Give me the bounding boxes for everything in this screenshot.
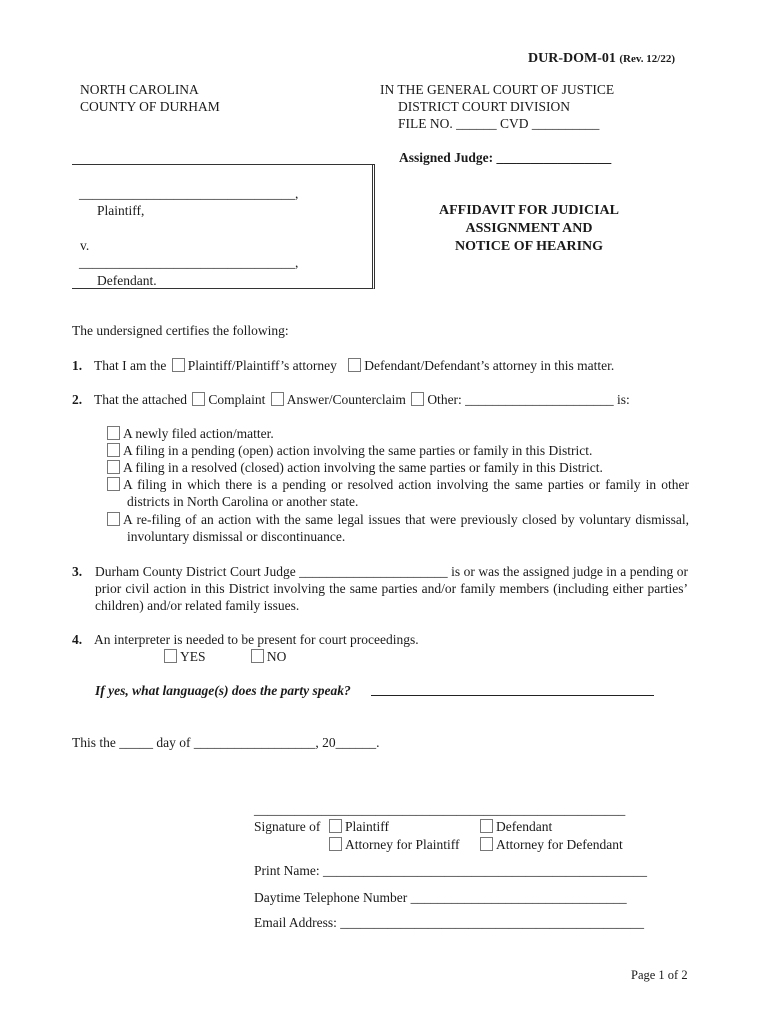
interpreter-options <box>162 648 286 665</box>
court-line-2: DISTRICT COURT DIVISION <box>398 99 570 114</box>
complaint-checkbox[interactable] <box>192 392 205 406</box>
assigned-judge-field[interactable]: Assigned Judge: _________________ <box>399 150 612 165</box>
answer-counterclaim-label: Answer/Counterclaim <box>286 392 406 407</box>
print-name-field[interactable]: Print Name: ________________________________________________ <box>254 863 647 878</box>
choice-row-4 <box>107 476 689 510</box>
phone-field[interactable]: Daytime Telephone Number ________________________________ <box>254 890 627 905</box>
complaint-label: Complaint <box>208 392 266 407</box>
title-line-3: NOTICE OF HEARING <box>454 239 604 254</box>
sig-defendant-label: Defendant <box>496 819 553 834</box>
choice-2-label: A filing in a pending (open) action involving the same parties or family in this District. <box>123 443 593 458</box>
signature-label: Signature of <box>254 819 321 834</box>
choice-row-3 <box>107 459 689 476</box>
item-2-prefix: That the attached <box>94 392 187 407</box>
sig-atty-plaintiff-option <box>327 836 459 853</box>
item-3-text: Durham County District Court Judge ______________________ is or was the assigned judge in a pending or prior civil action in this District involving the same parties and/or family members (including either parties’ children) and/or related family issues. <box>95 564 688 613</box>
other-checkbox[interactable] <box>411 392 424 406</box>
intro-text: The undersigned certifies the following: <box>72 323 289 338</box>
plaintiff-label: Plaintiff, <box>97 203 145 218</box>
date-line[interactable]: This the _____ day of __________________, 20______. <box>72 735 380 750</box>
sig-atty-plaintiff-label: Attorney for Plaintiff <box>345 837 460 852</box>
page-number: Page 1 of 2 <box>631 968 688 982</box>
sig-atty-plaintiff-checkbox[interactable] <box>329 837 342 851</box>
item-1-prefix: That I am the <box>94 358 167 373</box>
item-4-text: An interpreter is needed to be present for court proceedings. <box>94 632 419 647</box>
item-3 <box>72 563 688 614</box>
title-line-1: AFFIDAVIT FOR JUDICIAL <box>439 203 619 218</box>
plaintiff-attorney-checkbox[interactable] <box>172 358 185 372</box>
state-line: NORTH CAROLINA <box>80 82 199 97</box>
title-line-2: ASSIGNMENT AND <box>465 221 593 236</box>
language-question: If yes, what language(s) does the party speak? <box>95 683 351 698</box>
choice-1-label: A newly filed action/matter. <box>123 426 274 441</box>
item-4 <box>72 631 419 648</box>
sig-atty-defendant-checkbox[interactable] <box>480 837 493 851</box>
sig-atty-defendant-label: Attorney for Defendant <box>496 837 623 852</box>
interpreter-no-checkbox[interactable] <box>251 649 264 663</box>
sig-atty-defendant-option <box>478 836 623 853</box>
item-1-number: 1. <box>72 358 83 373</box>
plaintiff-name-field[interactable]: ________________________________, <box>79 186 299 201</box>
signature-row-1 <box>254 818 320 835</box>
choice-row-1 <box>107 425 689 442</box>
choice-5-checkbox[interactable] <box>107 512 120 526</box>
other-label[interactable]: Other: ______________________ is: <box>427 392 630 407</box>
file-number-field[interactable]: FILE NO. ______ CVD __________ <box>398 116 600 131</box>
choice-4-checkbox[interactable] <box>107 477 120 491</box>
signature-line[interactable]: _______________________________________________________ <box>254 802 626 817</box>
interpreter-no-label: NO <box>266 649 287 664</box>
defendant-attorney-label: Defendant/Defendant’s attorney in this matter. <box>364 358 615 373</box>
sig-defendant-checkbox[interactable] <box>480 819 493 833</box>
plaintiff-attorney-label: Plaintiff/Plaintiff’s attorney <box>187 358 337 373</box>
form-revision: (Rev. 12/22) <box>619 53 675 65</box>
item-2 <box>72 391 630 408</box>
choice-row-5 <box>107 511 689 545</box>
choice-4-label: A filing in which there is a pending or resolved action involving the same parties or family in other districts in North Carolina or another state. <box>123 477 689 509</box>
county-line: COUNTY OF DURHAM <box>80 99 220 114</box>
court-line-1: IN THE GENERAL COURT OF JUSTICE <box>380 82 615 97</box>
interpreter-yes-checkbox[interactable] <box>164 649 177 663</box>
choice-5-label: A re-filing of an action with the same legal issues that were previously closed by voluntary dismissal, involuntary dismissal or discontinuance. <box>123 512 689 544</box>
sig-plaintiff-option <box>327 818 389 835</box>
sig-defendant-option <box>478 818 552 835</box>
interpreter-yes-label: YES <box>180 649 206 664</box>
item-1 <box>72 357 614 374</box>
form-id-line <box>528 50 675 68</box>
versus-label: v. <box>80 238 90 253</box>
item-4-number: 4. <box>72 632 83 647</box>
choice-1-checkbox[interactable] <box>107 426 120 440</box>
choice-3-label: A filing in a resolved (closed) action involving the same parties or family in this District. <box>123 460 603 475</box>
choice-2-checkbox[interactable] <box>107 443 120 457</box>
defendant-name-field[interactable]: ________________________________, <box>79 255 299 270</box>
defendant-label: Defendant. <box>97 273 157 288</box>
answer-counterclaim-checkbox[interactable] <box>271 392 284 406</box>
choice-row-2 <box>107 442 689 459</box>
document-title <box>380 202 678 256</box>
language-field[interactable] <box>371 695 654 696</box>
item-3-number: 3. <box>72 564 83 579</box>
defendant-attorney-checkbox[interactable] <box>348 358 361 372</box>
email-field[interactable]: Email Address: _____________________________________________ <box>254 915 644 930</box>
choice-3-checkbox[interactable] <box>107 460 120 474</box>
form-id: DUR-DOM-01 <box>528 51 616 66</box>
sig-plaintiff-checkbox[interactable] <box>329 819 342 833</box>
sig-plaintiff-label: Plaintiff <box>345 819 390 834</box>
item-2-number: 2. <box>72 392 83 407</box>
